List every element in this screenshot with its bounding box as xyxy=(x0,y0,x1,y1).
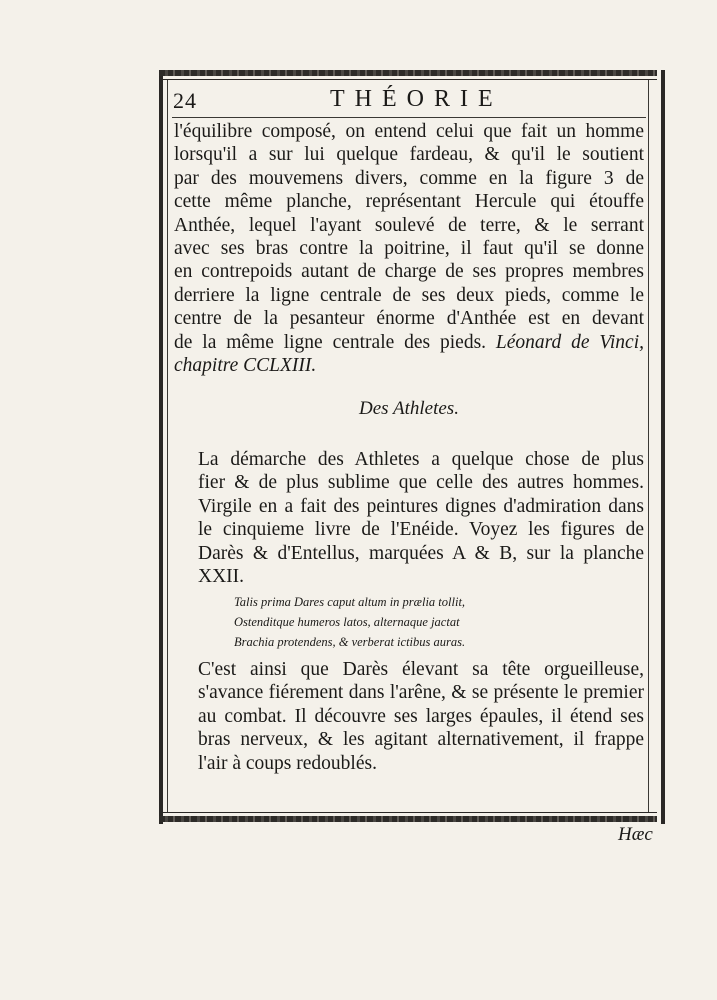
text-line: s'avance fiérement dans l'arêne, & se présente le premier xyxy=(198,682,644,704)
latin-verse-quotation xyxy=(234,592,634,652)
text-line-with-citation xyxy=(174,331,644,354)
text-line: C'est ainsi que Darès élevant sa tête orgueilleuse, xyxy=(198,659,644,680)
text-line: La démarche des Athletes a quelque chose de plus xyxy=(198,449,644,470)
section-heading: Des Athletes. xyxy=(359,398,459,419)
text-line: l'équilibre composé, on entend celui que fait un homme xyxy=(174,121,644,142)
header-rule xyxy=(172,117,646,118)
ornamental-rule-top xyxy=(159,70,657,76)
running-title: THÉORIE xyxy=(330,86,503,112)
verse-line: Ostenditque humeros latos, alternaque jactat xyxy=(234,615,460,629)
paragraph-dares xyxy=(174,658,644,775)
text-line: derriere la ligne centrale de ses deux pieds, comme le xyxy=(174,284,644,306)
text-line: centre de la pesanteur énorme d'Anthée est en devant xyxy=(174,308,644,330)
ornamental-rule-bottom xyxy=(159,816,657,822)
text-line: au combat. Il découvre ses larges épaules, il étend ses xyxy=(198,705,644,727)
inner-rule-left xyxy=(167,80,168,812)
paragraph-athletes xyxy=(174,448,644,588)
text-line: de la même ligne centrale des pieds. xyxy=(174,331,487,353)
citation-chapter: chapitre CCLXIII. xyxy=(174,355,317,377)
text-line: en contrepoids autant de charge de ses propres membres xyxy=(174,261,644,283)
text-line: Anthée, lequel l'ayant soulevé de terre, & le serrant xyxy=(174,214,644,236)
text-line: lorsqu'il a sur lui quelque fardeau, & qu'il le soutient xyxy=(174,144,644,166)
verse-line: Brachia protendens, & verberat ictibus auras. xyxy=(234,635,466,649)
text-line: Darès & d'Entellus, marquées A & B, sur la planche xyxy=(198,542,644,564)
paragraph-equilibre xyxy=(174,120,644,377)
text-line: cette même planche, représentant Hercule qui étouffe xyxy=(174,191,644,213)
text-line: le cinquieme livre de l'Enéide. Voyez les figures de xyxy=(198,519,644,541)
text-line: XXII. xyxy=(198,566,245,588)
text-line: fier & de plus sublime que celle des autres hommes. xyxy=(198,472,644,494)
text-line: bras nerveux, & les agitant alternativement, il frappe xyxy=(198,729,644,751)
text-line: avec ses bras contre la poitrine, il faut qu'il se donne xyxy=(174,238,644,260)
verse-line: Talis prima Dares caput altum in prælia tollit, xyxy=(234,595,466,609)
text-line: l'air à coups redoublés. xyxy=(198,752,377,774)
catchword: Hæc xyxy=(618,824,653,845)
citation-author: Léonard de Vinci, xyxy=(495,331,645,353)
text-line: par des mouvemens divers, comme en la figure 3 de xyxy=(174,167,644,189)
text-line: Virgile en a fait des peintures dignes d'admiration dans xyxy=(198,495,644,517)
inner-rule-right xyxy=(648,80,649,812)
page-number: 24 xyxy=(173,88,197,113)
